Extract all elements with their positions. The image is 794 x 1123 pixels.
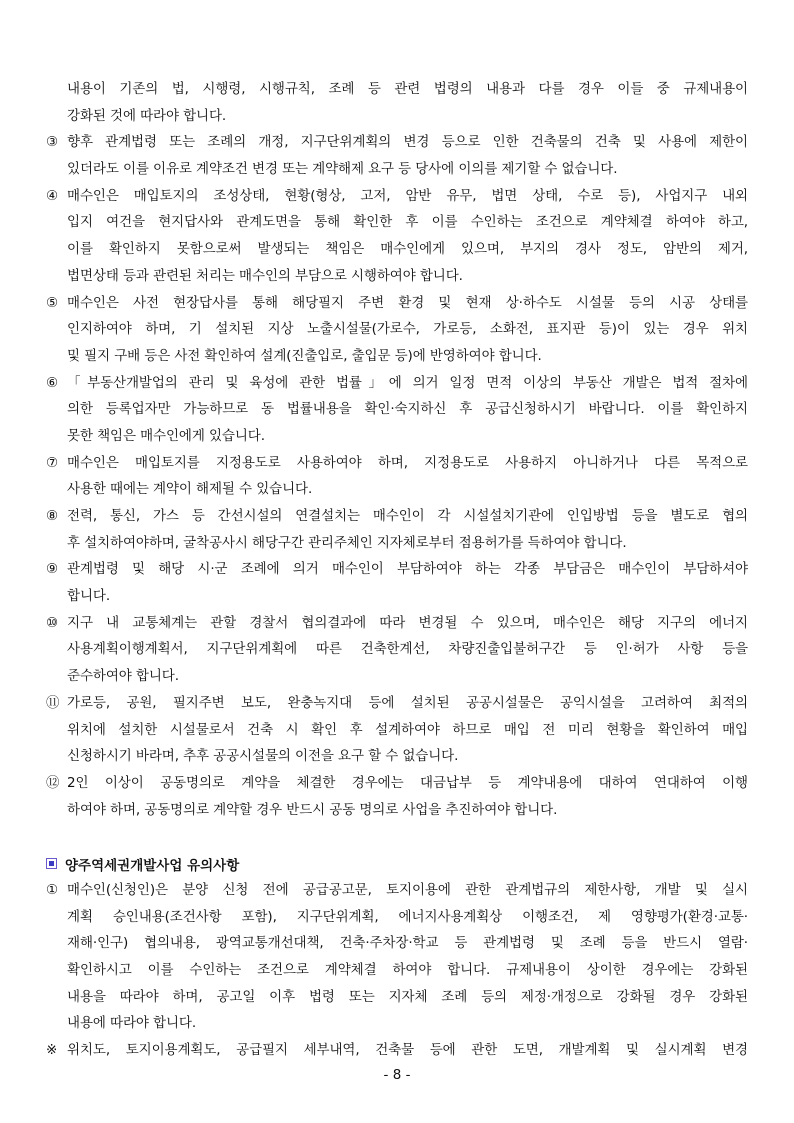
item-text — [67, 770, 748, 823]
text-line: 강화된 것에 따라야 합니다. — [67, 107, 227, 124]
text-line: 매수인(신청인)은 분양 신청 전에 공급공고문, 토지이용에 관한 관계법규의 제한사항, 개발 및 실시 — [67, 881, 748, 898]
section-numbered-list — [46, 877, 748, 1037]
item-number: ⑨ — [46, 561, 59, 578]
note-paragraph — [46, 1037, 748, 1064]
item-number: ① — [46, 881, 59, 898]
list-item — [46, 183, 748, 290]
text-line: 위치도, 토지이용계획도, 공급필지 세부내역, 건축물 등에 관한 도면, 개발계획 및 실시계획 변경 — [67, 1042, 748, 1059]
text-line: 가로등, 공원, 필지주변 보도, 완충녹지대 등에 설치된 공공시설물은 공익시설을 고려하여 최적의 — [67, 694, 748, 711]
text-line: 및 필지 구배 등은 사전 확인하여 설계(진출입로, 출입문 등)에 반영하여야 합니다. — [67, 347, 542, 364]
text-line: 못한 책임은 매수인에게 있습니다. — [67, 427, 265, 444]
note-text — [67, 1037, 748, 1064]
item-text — [67, 450, 748, 503]
text-line: 내용이 기존의 법, 시행령, 시행규칙, 조례 등 관련 법령의 내용과 다를 경우 이들 중 규제내용이 — [67, 81, 748, 97]
item-number: ⑩ — [46, 614, 59, 631]
text-line: 매수인은 사전 현장답사를 통해 해당필지 주변 환경 및 현재 상·하수도 시설물 등의 시공 상태를 — [67, 294, 748, 311]
text-line: 있더라도 이를 이유로 계약조건 변경 또는 계약해제 요구 등 당사에 이의를 제기할 수 없습니다. — [67, 161, 618, 178]
text-line: 「부동산개발업의 관리 및 육성에 관한 법률」에 의거 일정 면적 이상의 부동산 개발은 법적 절차에 — [67, 374, 748, 391]
item-text — [67, 183, 748, 290]
list-item — [46, 370, 748, 450]
text-line: 신청하시기 바라며, 추후 공공시설물의 이전을 요구 할 수 없습니다. — [67, 748, 459, 765]
text-line: 입지 여건을 현지답사와 관계도면을 통해 확인한 후 이를 수인하는 조건으로 계약체결 하여야 하고, — [67, 214, 748, 231]
intro-paragraph — [46, 76, 748, 129]
text-line: 법면상태 등과 관련된 처리는 매수인의 부담으로 시행하여야 합니다. — [67, 267, 463, 284]
text-line: 의한 등록업자만 가능하므로 동 법률내용을 확인·숙지하신 후 공급신청하시기 바랍니다. 이를 확인하지 — [67, 401, 748, 418]
text-line: 2인 이상이 공동명의로 계약을 체결한 경우에는 대금납부 등 계약내용에 대하여 연대하여 이행 — [67, 774, 748, 791]
list-item — [46, 450, 748, 503]
text-line: 재해·인구) 협의내용, 광역교통개선대책, 건축·주차장·학교 등 관계법령 및 조례 등을 반드시 열람· — [67, 935, 748, 952]
item-text — [67, 610, 748, 690]
list-item — [46, 503, 748, 556]
text-line: 전력, 통신, 가스 등 간선시설의 연결설치는 매수인이 각 시설설치기관에 인입방법 등을 별도로 협의 — [67, 508, 748, 524]
item-number: ⑥ — [46, 374, 59, 391]
list-item — [46, 770, 748, 823]
text-line: 사용계획이행계획서, 지구단위계획에 따른 건축한계선, 차량진출입불허구간 등 인·허가 사항 등을 — [67, 641, 748, 658]
text-line: 지구 내 교통체계는 관할 경찰서 협의결과에 따라 변경될 수 있으며, 매수인은 해당 지구의 에너지 — [67, 614, 748, 631]
square-bullet-icon — [46, 858, 57, 869]
page-number: - 8 - — [383, 1067, 411, 1083]
item-number: ③ — [46, 134, 59, 151]
item-text — [67, 129, 748, 182]
text-line: 향후 관계법령 또는 조례의 개정, 지구단위계획의 변경 등으로 인한 건축물의 건축 및 사용에 제한이 — [67, 134, 748, 151]
numbered-list — [46, 129, 748, 823]
item-number: ⑦ — [46, 454, 59, 471]
note-item — [46, 1037, 748, 1064]
text-line: 매수인은 매입토지의 조성상태, 현황(형상, 고저, 암반 유무, 법면 상태, 수로 등), 사업지구 내외 — [67, 187, 748, 204]
item-number: ⑧ — [46, 508, 59, 524]
list-item — [46, 690, 748, 770]
section-heading-text: 양주역세권개발사업 유의사항 — [65, 857, 240, 874]
text-line: 관계법령 및 해당 시·군 조례에 의거 매수인이 부담하여야 하는 각종 부담금은 매수인이 부담하셔야 — [67, 561, 748, 578]
text-line: 확인하시고 이를 수인하는 조건으로 계약체결 하여야 합니다. 규제내용이 상이한 경우에는 강화된 — [67, 962, 748, 978]
text-line: 내용을 따라야 하며, 공고일 이후 법령 또는 지자체 조례 등의 제정·개정으로 강화될 경우 강화된 — [67, 988, 748, 1005]
text-line: 사용한 때에는 계약이 해제될 수 있습니다. — [67, 481, 313, 498]
text-line: 매수인은 매입토지를 지정용도로 사용하여야 하며, 지정용도로 사용하지 아니하거나 다른 목적으로 — [67, 454, 748, 471]
list-item — [46, 877, 748, 1037]
text-line: 이를 확인하지 못함으로써 발생되는 책임은 매수인에게 있으며, 부지의 경사 정도, 암반의 제거, — [67, 241, 748, 258]
text-line: 준수하여야 합니다. — [67, 668, 179, 685]
item-text — [67, 690, 748, 770]
item-text — [67, 370, 748, 450]
text-line: 후 설치하여야하며, 굴착공사시 해당구간 관리주체인 지자체로부터 점용허가를 득하여야 합니다. — [67, 534, 627, 551]
item-number: ⑪ — [46, 694, 60, 711]
list-item — [46, 129, 748, 182]
item-number: ④ — [46, 187, 59, 204]
item-number: ⑤ — [46, 294, 59, 311]
text-line: 인지하여야 하며, 기 설치된 지상 노출시설물(가로수, 가로등, 소화전, 표지판 등)이 있는 경우 위치 — [67, 321, 748, 338]
item-text — [67, 290, 748, 370]
text-line: 내용에 따라야 합니다. — [67, 1015, 197, 1032]
text-line: 계획 승인내용(조건사항 포함), 지구단위계획, 에너지사용계획상 이행조건, 제 영향평가(환경·교통· — [67, 908, 748, 925]
text-line: 합니다. — [67, 588, 111, 605]
item-text — [67, 503, 748, 556]
item-text — [67, 877, 748, 1037]
list-item — [46, 610, 748, 690]
list-item — [46, 290, 748, 370]
list-item — [46, 556, 748, 609]
item-text — [67, 556, 748, 609]
document-body — [46, 76, 748, 1064]
text-line: 위치에 설치한 시설물로서 건축 시 확인 후 설계하여야 하므로 매입 전 미리 현황을 확인하여 매입 — [67, 721, 748, 738]
item-number: ⑫ — [46, 774, 60, 791]
section-heading — [46, 850, 748, 877]
text-line: 하여야 하며, 공동명의로 계약할 경우 반드시 공동 명의로 사업을 추진하여야 합니다. — [67, 801, 558, 818]
note-mark: ※ — [46, 1042, 58, 1059]
